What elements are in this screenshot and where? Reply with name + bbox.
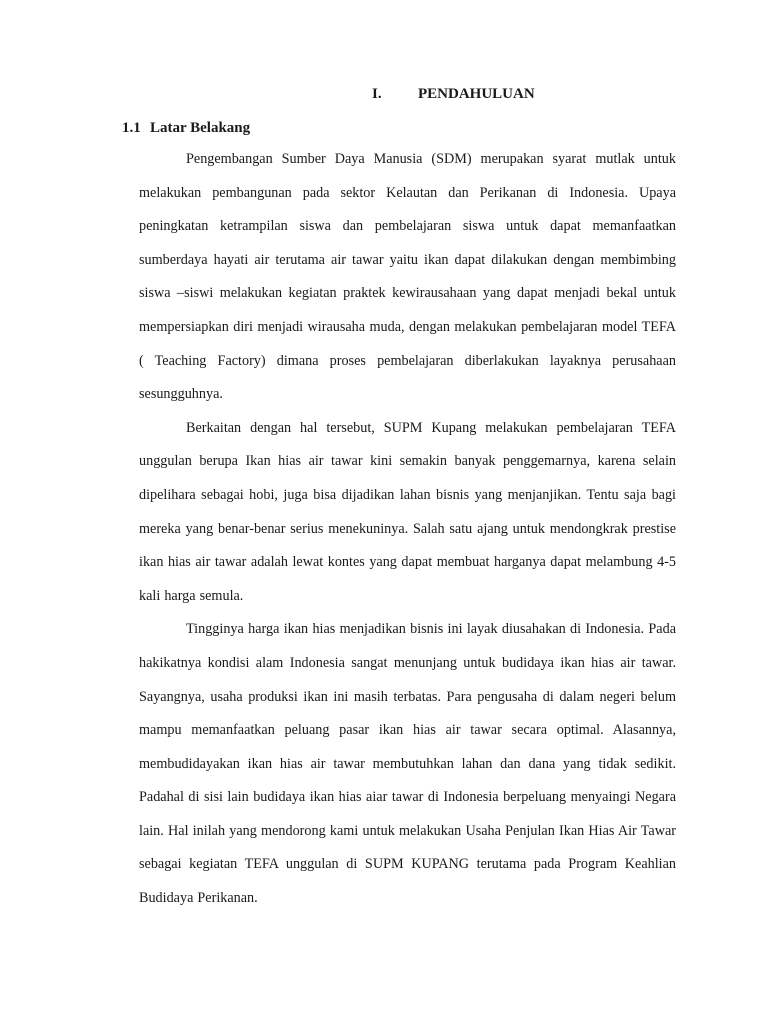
section-number: 1.1 xyxy=(122,120,141,136)
paragraph-1: Pengembangan Sumber Daya Manusia (SDM) merupakan syarat mutlak untuk melakukan pembangunan pada sektor Kelautan dan Perikanan di Indonesia. Upaya peningkatan ketrampilan siswa dan pembelajaran siswa untuk dapat memanfaatkan sumberdaya hayati air terutama air tawar yaitu ikan dapat dilakukan dengan membimbing siswa –siswi melakukan kegiatan praktek kewirausahaan yang dapat menjadi bekal untuk mempersiapkan diri menjadi wirausaha muda, dengan melakukan pembelajaran model TEFA ( Teaching Factory) dimana proses pembelajaran diberlakukan layaknya perusahaan sesungguhnya. xyxy=(139,151,676,403)
paragraph-3: Tingginya harga ikan hias menjadikan bisnis ini layak diusahakan di Indonesia. Pada hakikatnya kondisi alam Indonesia sangat menunjang untuk budidaya ikan hias air tawar. Sayangnya, usaha produksi ikan ini masih terbatas. Para pengusaha di dalam negeri belum mampu memanfaatkan peluang pasar ikan hias air tawar secara optimal. Alasannya, membudidayakan ikan hias air tawar membutuhkan lahan dan dana yang tidak sedikit. Padahal di sisi lain budidaya ikan hias aiar tawar di Indonesia berpeluang menyaingi Negara lain. Hal inilah yang mendorong kami untuk melakukan Usaha Penjulan Ikan Hias Air Tawar sebagai kegiatan TEFA unggulan di SUPM KUPANG terutama pada Program Keahlian Budidaya Perikanan. xyxy=(139,621,676,907)
chapter-title: PENDAHULUAN xyxy=(418,86,535,102)
section-heading xyxy=(122,120,250,137)
paragraph-2: Berkaitan dengan hal tersebut, SUPM Kupang melakukan pembelajaran TEFA unggulan berupa Ikan hias air tawar kini semakin banyak penggemarnya, karena selain dipelihara sebagai hobi, juga bisa dijadikan lahan bisnis yang menjanjikan. Tentu saja bagi mereka yang benar-benar serius menekuninya. Salah satu ajang untuk mendongkrak prestise ikan hias air tawar adalah lewat kontes yang dapat membuat harganya dapat melambung 4-5 kali harga semula. xyxy=(139,419,676,604)
chapter-heading xyxy=(372,86,535,103)
chapter-number: I. xyxy=(372,86,382,102)
section-title: Latar Belakang xyxy=(150,120,251,136)
document-body xyxy=(139,143,676,916)
